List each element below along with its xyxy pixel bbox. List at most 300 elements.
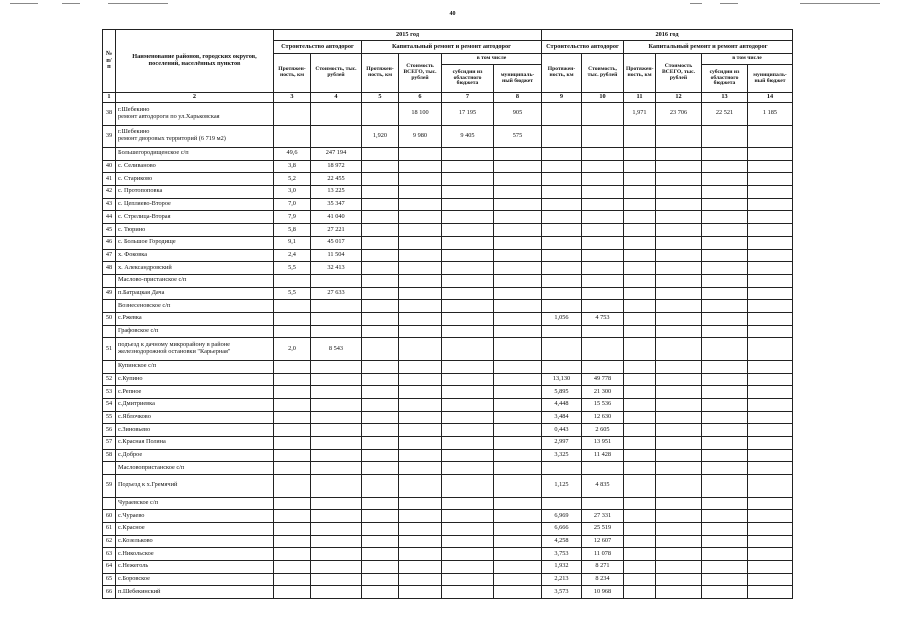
value-cell <box>494 373 542 386</box>
value-cell <box>624 398 656 411</box>
value-cell <box>399 535 442 548</box>
value-cell <box>399 360 442 373</box>
value-cell <box>624 475 656 498</box>
table-row <box>103 236 793 249</box>
value-cell <box>399 424 442 437</box>
header-2016-construction: Строительство автодорог <box>542 41 624 54</box>
value-cell <box>362 373 399 386</box>
value-cell <box>311 522 362 535</box>
value-cell <box>362 360 399 373</box>
value-cell <box>494 236 542 249</box>
value-cell <box>442 462 494 475</box>
value-cell: 8 271 <box>582 560 624 573</box>
value-cell <box>624 424 656 437</box>
value-cell <box>748 125 793 148</box>
settlement-name: с.Красная Поляна <box>116 436 274 449</box>
value-cell <box>442 173 494 186</box>
value-cell <box>748 522 793 535</box>
value-cell <box>582 287 624 300</box>
value-cell: 22 455 <box>311 173 362 186</box>
value-cell <box>494 449 542 462</box>
row-number: 53 <box>103 386 116 399</box>
value-cell <box>494 262 542 275</box>
value-cell: 2 605 <box>582 424 624 437</box>
value-cell <box>656 274 702 287</box>
value-cell <box>748 236 793 249</box>
value-cell <box>624 573 656 586</box>
value-cell <box>702 586 748 599</box>
value-cell <box>748 274 793 287</box>
value-cell: 3,0 <box>274 186 311 199</box>
table-row <box>103 160 793 173</box>
value-cell <box>362 560 399 573</box>
value-cell: 7,9 <box>274 211 311 224</box>
settlement-name: с. Тюрино <box>116 224 274 237</box>
value-cell <box>494 475 542 498</box>
value-cell <box>399 249 442 262</box>
value-cell <box>362 436 399 449</box>
value-cell <box>311 373 362 386</box>
value-cell <box>494 586 542 599</box>
value-cell <box>494 312 542 325</box>
value-cell <box>624 186 656 199</box>
value-cell <box>399 262 442 275</box>
table-body <box>103 103 793 599</box>
value-cell: 13 951 <box>582 436 624 449</box>
value-cell <box>656 360 702 373</box>
value-cell <box>582 300 624 313</box>
value-cell <box>274 462 311 475</box>
header-length: Протяжен- ность, км <box>542 54 582 93</box>
value-cell <box>582 249 624 262</box>
section-name: Купинское с/п <box>116 360 274 373</box>
value-cell <box>399 274 442 287</box>
section-row <box>103 274 793 287</box>
value-cell: 11 428 <box>582 449 624 462</box>
work-description: ремонт автодороги по ул.Харьковская <box>118 112 220 120</box>
value-cell <box>399 236 442 249</box>
value-cell <box>542 325 582 338</box>
value-cell <box>748 411 793 424</box>
value-cell <box>399 224 442 237</box>
value-cell <box>582 497 624 510</box>
value-cell <box>624 449 656 462</box>
value-cell <box>274 424 311 437</box>
settlement-name: п.Батрацкая Дача <box>116 287 274 300</box>
value-cell <box>494 186 542 199</box>
value-cell <box>399 573 442 586</box>
value-cell <box>582 211 624 224</box>
value-cell <box>748 287 793 300</box>
value-cell <box>311 560 362 573</box>
value-cell <box>362 160 399 173</box>
row-number: 40 <box>103 160 116 173</box>
settlement-name: с.Нежеголь <box>116 560 274 573</box>
value-cell <box>582 173 624 186</box>
value-cell: 247 194 <box>311 148 362 161</box>
value-cell <box>656 462 702 475</box>
value-cell: 13 225 <box>311 186 362 199</box>
value-cell <box>274 312 311 325</box>
value-cell <box>702 224 748 237</box>
value-cell <box>656 262 702 275</box>
value-cell <box>542 236 582 249</box>
value-cell <box>542 262 582 275</box>
section-row <box>103 148 793 161</box>
value-cell <box>274 573 311 586</box>
value-cell <box>656 338 702 361</box>
value-cell: 49,6 <box>274 148 311 161</box>
value-cell <box>442 312 494 325</box>
settlement-name: с. Большое Городище <box>116 236 274 249</box>
value-cell <box>582 148 624 161</box>
value-cell <box>494 300 542 313</box>
value-cell <box>442 560 494 573</box>
row-number: 54 <box>103 398 116 411</box>
settlement-name: с.Яблочково <box>116 411 274 424</box>
value-cell <box>274 522 311 535</box>
row-number: 47 <box>103 249 116 262</box>
value-cell <box>442 262 494 275</box>
value-cell <box>362 462 399 475</box>
value-cell <box>582 325 624 338</box>
value-cell: 15 536 <box>582 398 624 411</box>
row-number: 60 <box>103 510 116 523</box>
value-cell <box>582 125 624 148</box>
value-cell: 45 017 <box>311 236 362 249</box>
value-cell <box>274 411 311 424</box>
value-cell <box>702 462 748 475</box>
value-cell <box>399 411 442 424</box>
row-number-cell <box>103 462 116 475</box>
table-row <box>103 373 793 386</box>
value-cell: 1,920 <box>362 125 399 148</box>
value-cell <box>624 211 656 224</box>
section-name: Чураевское с/п <box>116 497 274 510</box>
value-cell <box>656 449 702 462</box>
header-2016-repair: Капитальный ремонт и ремонт автодорог <box>624 41 793 54</box>
row-number: 44 <box>103 211 116 224</box>
value-cell <box>274 325 311 338</box>
value-cell <box>362 312 399 325</box>
value-cell <box>274 510 311 523</box>
value-cell <box>624 148 656 161</box>
table-row <box>103 449 793 462</box>
value-cell <box>399 211 442 224</box>
value-cell <box>702 249 748 262</box>
value-cell <box>656 398 702 411</box>
value-cell <box>656 312 702 325</box>
value-cell <box>702 148 748 161</box>
value-cell <box>494 462 542 475</box>
column-number: 2 <box>116 93 274 103</box>
table-row <box>103 510 793 523</box>
road-works-table <box>102 29 793 599</box>
section-row <box>103 497 793 510</box>
value-cell <box>542 173 582 186</box>
value-cell <box>494 160 542 173</box>
value-cell: 11 504 <box>311 249 362 262</box>
column-number: 4 <box>311 93 362 103</box>
value-cell <box>442 325 494 338</box>
value-cell <box>274 386 311 399</box>
value-cell <box>399 497 442 510</box>
value-cell <box>624 535 656 548</box>
value-cell <box>702 360 748 373</box>
value-cell <box>442 586 494 599</box>
value-cell <box>311 360 362 373</box>
value-cell <box>494 522 542 535</box>
value-cell <box>656 497 702 510</box>
value-cell <box>399 586 442 599</box>
value-cell: 9,1 <box>274 236 311 249</box>
value-cell <box>442 338 494 361</box>
value-cell <box>274 475 311 498</box>
value-cell <box>494 573 542 586</box>
value-cell <box>624 249 656 262</box>
value-cell <box>311 475 362 498</box>
table-row <box>103 436 793 449</box>
table-row <box>103 312 793 325</box>
value-cell <box>494 338 542 361</box>
header-length: Протяжен- ность, км <box>274 54 311 93</box>
value-cell <box>624 274 656 287</box>
value-cell <box>748 262 793 275</box>
value-cell <box>656 287 702 300</box>
value-cell <box>582 198 624 211</box>
value-cell <box>311 462 362 475</box>
value-cell <box>748 160 793 173</box>
value-cell <box>656 510 702 523</box>
value-cell <box>399 462 442 475</box>
value-cell <box>274 449 311 462</box>
settlement-name: п.Шебекинский <box>116 586 274 599</box>
row-number: 64 <box>103 560 116 573</box>
value-cell <box>399 338 442 361</box>
row-number: 45 <box>103 224 116 237</box>
value-cell <box>624 386 656 399</box>
value-cell <box>362 535 399 548</box>
value-cell <box>748 548 793 561</box>
value-cell <box>362 173 399 186</box>
value-cell <box>362 411 399 424</box>
value-cell: 5,895 <box>542 386 582 399</box>
value-cell <box>624 338 656 361</box>
value-cell <box>702 236 748 249</box>
value-cell <box>702 338 748 361</box>
table-row <box>103 211 793 224</box>
value-cell <box>624 173 656 186</box>
table-row <box>103 103 793 126</box>
value-cell <box>582 160 624 173</box>
value-cell: 17 195 <box>442 103 494 126</box>
table-row <box>103 475 793 498</box>
value-cell <box>702 424 748 437</box>
value-cell: 2,213 <box>542 573 582 586</box>
value-cell <box>399 510 442 523</box>
value-cell <box>362 449 399 462</box>
value-cell <box>656 475 702 498</box>
value-cell <box>702 573 748 586</box>
column-numbers-row <box>103 93 793 103</box>
value-cell <box>362 398 399 411</box>
value-cell: 575 <box>494 125 542 148</box>
settlement-name <box>116 103 274 126</box>
value-cell <box>656 249 702 262</box>
header-subsidy: субсидии из областного бюджета <box>442 65 494 93</box>
settlement-name <box>116 125 274 148</box>
value-cell: 35 347 <box>311 198 362 211</box>
value-cell <box>362 573 399 586</box>
value-cell <box>311 411 362 424</box>
value-cell <box>582 186 624 199</box>
value-cell <box>442 475 494 498</box>
value-cell <box>442 535 494 548</box>
header-cost: Стоимость, тыс. рублей <box>582 54 624 93</box>
table-row <box>103 535 793 548</box>
value-cell <box>542 338 582 361</box>
value-cell <box>362 186 399 199</box>
value-cell <box>542 148 582 161</box>
value-cell: 1,125 <box>542 475 582 498</box>
value-cell <box>494 535 542 548</box>
value-cell <box>442 198 494 211</box>
row-number: 46 <box>103 236 116 249</box>
value-cell <box>542 103 582 126</box>
value-cell <box>624 160 656 173</box>
value-cell <box>542 497 582 510</box>
value-cell <box>656 424 702 437</box>
table-row <box>103 573 793 586</box>
value-cell <box>624 560 656 573</box>
value-cell <box>442 436 494 449</box>
value-cell <box>748 386 793 399</box>
value-cell <box>542 211 582 224</box>
row-number: 43 <box>103 198 116 211</box>
value-cell <box>494 510 542 523</box>
value-cell <box>624 325 656 338</box>
value-cell <box>311 325 362 338</box>
value-cell <box>494 386 542 399</box>
value-cell <box>702 475 748 498</box>
value-cell <box>582 224 624 237</box>
value-cell <box>274 548 311 561</box>
row-number: 38 <box>103 103 116 126</box>
settlement-name: с. Селиваново <box>116 160 274 173</box>
value-cell <box>311 300 362 313</box>
row-number: 65 <box>103 573 116 586</box>
section-row <box>103 462 793 475</box>
value-cell <box>748 497 793 510</box>
settlement-name: с.Дмитриевка <box>116 398 274 411</box>
table-row <box>103 186 793 199</box>
header-length: Протяжен- ность, км <box>362 54 399 93</box>
value-cell <box>362 198 399 211</box>
value-cell <box>494 497 542 510</box>
value-cell <box>399 325 442 338</box>
value-cell: 3,484 <box>542 411 582 424</box>
value-cell: 41 040 <box>311 211 362 224</box>
row-number: 59 <box>103 475 116 498</box>
table-row <box>103 586 793 599</box>
settlement-name: с. Протопоповка <box>116 186 274 199</box>
value-cell: 2,997 <box>542 436 582 449</box>
value-cell <box>702 312 748 325</box>
value-cell <box>399 287 442 300</box>
value-cell <box>311 274 362 287</box>
value-cell <box>748 338 793 361</box>
column-number: 6 <box>399 93 442 103</box>
value-cell <box>362 211 399 224</box>
value-cell <box>274 360 311 373</box>
value-cell <box>362 236 399 249</box>
value-cell <box>702 548 748 561</box>
value-cell: 5,5 <box>274 262 311 275</box>
value-cell <box>656 573 702 586</box>
value-cell: 1,056 <box>542 312 582 325</box>
value-cell <box>702 386 748 399</box>
column-number: 10 <box>582 93 624 103</box>
value-cell <box>748 300 793 313</box>
value-cell <box>442 287 494 300</box>
value-cell <box>494 148 542 161</box>
value-cell: 23 706 <box>656 103 702 126</box>
row-number: 55 <box>103 411 116 424</box>
value-cell <box>542 360 582 373</box>
settlement-name-line: г.Шебекино <box>118 128 150 136</box>
value-cell <box>362 287 399 300</box>
value-cell <box>542 274 582 287</box>
value-cell <box>656 148 702 161</box>
value-cell <box>274 436 311 449</box>
table-row <box>103 411 793 424</box>
section-name: Маслово-пристанское с/п <box>116 274 274 287</box>
settlement-name: с.Репное <box>116 386 274 399</box>
value-cell <box>442 148 494 161</box>
value-cell <box>748 186 793 199</box>
value-cell <box>442 497 494 510</box>
value-cell <box>656 373 702 386</box>
value-cell <box>624 462 656 475</box>
value-cell <box>748 475 793 498</box>
scan-edge-line <box>108 3 168 4</box>
settlement-name: с.Ржевка <box>116 312 274 325</box>
table-row <box>103 173 793 186</box>
value-cell <box>624 360 656 373</box>
value-cell <box>702 125 748 148</box>
row-number: 51 <box>103 338 116 361</box>
table-row <box>103 224 793 237</box>
value-cell <box>542 249 582 262</box>
value-cell <box>748 224 793 237</box>
value-cell <box>624 436 656 449</box>
value-cell <box>748 173 793 186</box>
value-cell <box>399 475 442 498</box>
value-cell <box>311 535 362 548</box>
value-cell: 4 753 <box>582 312 624 325</box>
value-cell <box>442 548 494 561</box>
value-cell: 2,4 <box>274 249 311 262</box>
value-cell <box>748 312 793 325</box>
value-cell: 4 835 <box>582 475 624 498</box>
value-cell <box>624 236 656 249</box>
value-cell <box>311 424 362 437</box>
value-cell <box>656 198 702 211</box>
row-number-cell <box>103 300 116 313</box>
value-cell <box>702 398 748 411</box>
value-cell: 25 519 <box>582 522 624 535</box>
value-cell <box>624 300 656 313</box>
